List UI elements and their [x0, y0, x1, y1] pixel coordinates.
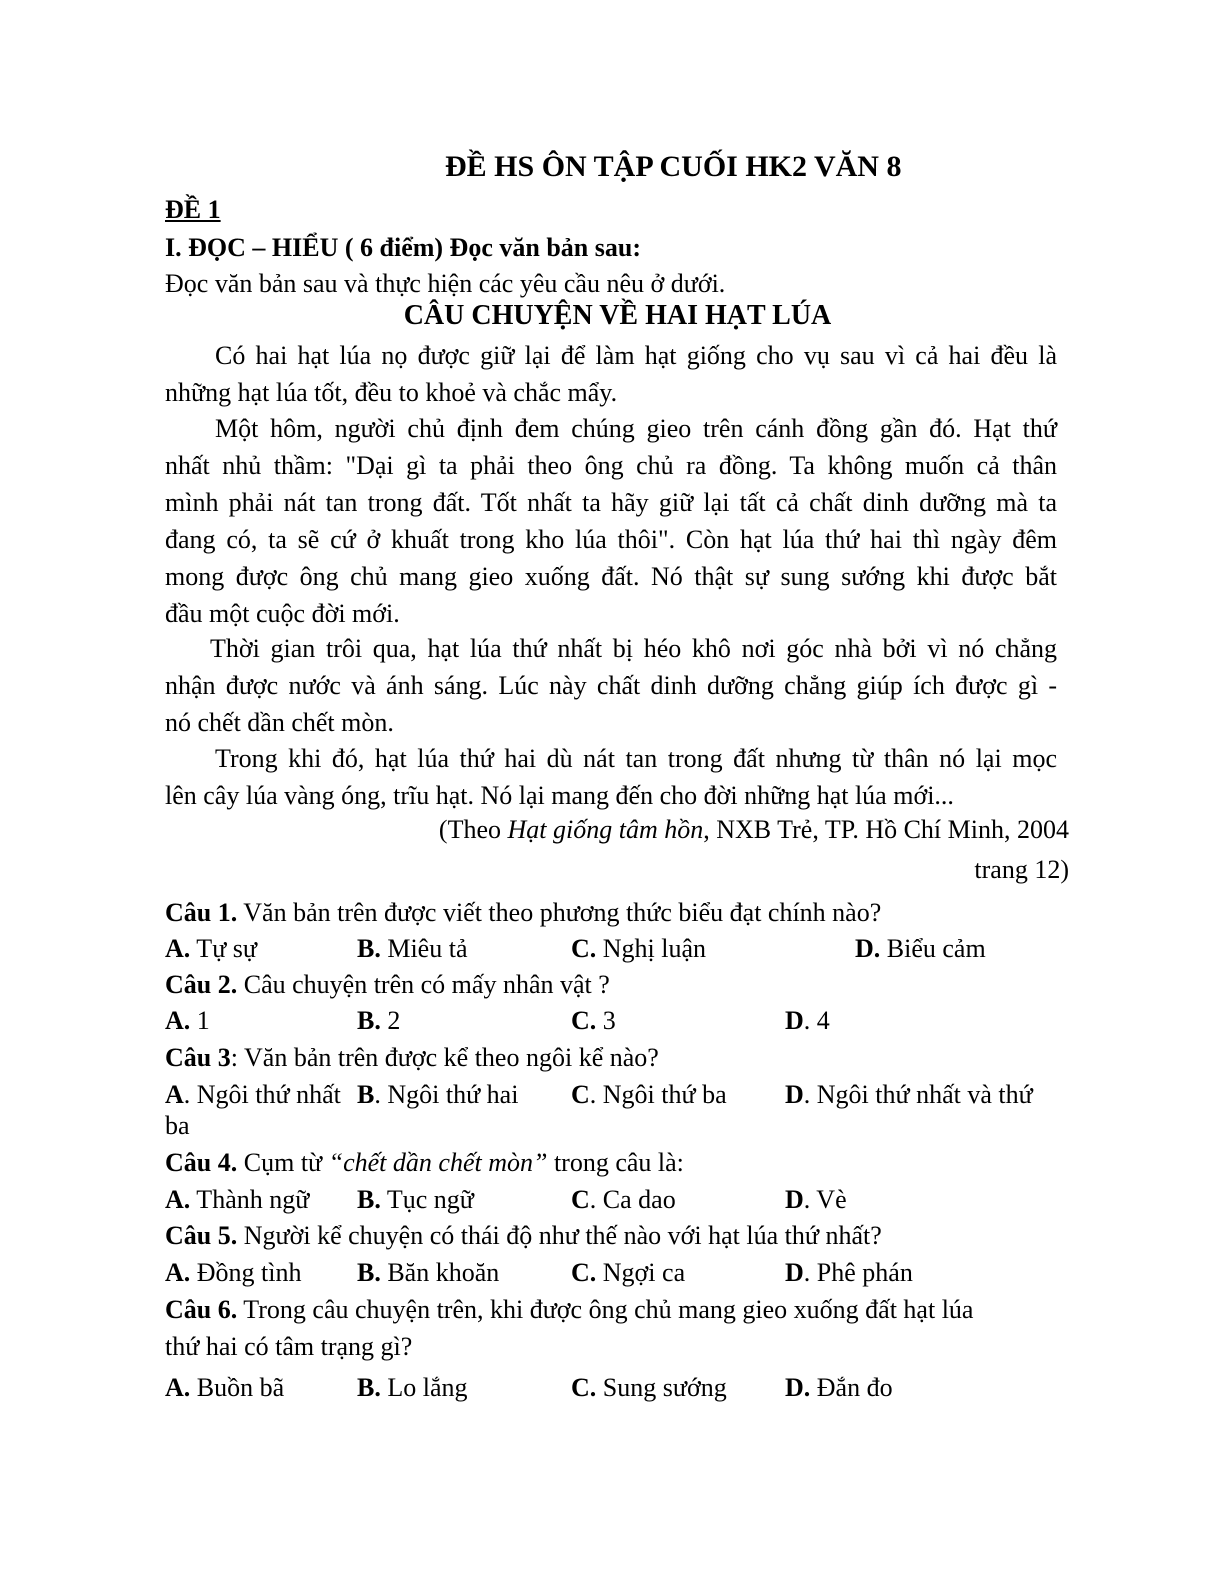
option-a: A. Ngôi thứ nhất — [165, 1080, 341, 1109]
source-book-title: Hạt giống tâm hồn — [507, 815, 704, 844]
question-text-end: trong câu là: — [547, 1148, 684, 1177]
question-5-options — [165, 1255, 1070, 1291]
question-label: Câu 6. — [165, 1295, 238, 1324]
source-citation — [439, 812, 1069, 848]
paragraph-line: nhận được nước và ánh sáng. Lúc này chất dinh dưỡng chẳng giúp ích được gì - — [165, 671, 1057, 700]
exam-label: ĐỀ 1 — [165, 195, 221, 224]
option-c: C. Nghị luận — [571, 934, 707, 963]
story-paragraph-3 — [165, 630, 1057, 741]
paragraph-line: mong được ông chủ mang gieo xuống đất. Nó thật sự sung sướng khi được bắt — [165, 562, 1057, 591]
question-1-options — [165, 931, 1070, 967]
option-a: A. Thành ngữ — [165, 1185, 310, 1214]
paragraph-line: Thời gian trôi qua, hạt lúa thứ nhất bị héo khô nơi góc nhà bởi vì nó chẳng — [210, 634, 1057, 663]
question-text: Trong câu chuyện trên, khi được ông chủ mang gieo xuống đất hạt lúa — [237, 1295, 974, 1324]
option-c: C. Ngợi ca — [571, 1258, 686, 1287]
question-6-options — [165, 1370, 1070, 1406]
question-label: Câu 2. — [165, 970, 238, 999]
question-5 — [165, 1218, 882, 1254]
section-heading: I. ĐỌC – HIỂU ( 6 điểm) Đọc văn bản sau: — [165, 233, 641, 262]
instruction: Đọc văn bản sau và thực hiện các yêu cầu nêu ở dưới. — [165, 269, 726, 298]
option-d: D. Vè — [785, 1185, 847, 1214]
option-d: D. Đắn đo — [785, 1373, 893, 1402]
document-title: ĐỀ HS ÔN TẬP CUỐI HK2 VĂN 8 — [445, 150, 902, 183]
question-4 — [165, 1145, 684, 1181]
paragraph-line: Có hai hạt lúa nọ được giữ lại để làm hạt giống cho vụ sau vì cả hai đều là — [215, 341, 1057, 370]
option-b: B. Tục ngữ — [357, 1185, 474, 1214]
question-text: : Văn bản trên được kể theo ngôi kể nào? — [230, 1043, 659, 1072]
option-a: A. Tự sự — [165, 934, 257, 963]
option-d-wrap: ba — [165, 1111, 190, 1140]
question-text: Câu chuyện trên có mấy nhân vật ? — [237, 970, 610, 999]
paragraph-line: lên cây lúa vàng óng, trĩu hạt. Nó lại mang đến cho đời những hạt lúa mới... — [165, 781, 954, 810]
question-2-options — [165, 1003, 1070, 1039]
option-a: A. Buồn bã — [165, 1373, 285, 1402]
option-c: C. Sung sướng — [571, 1373, 727, 1402]
question-text: Văn bản trên được viết theo phương thức biểu đạt chính nào? — [237, 898, 882, 927]
question-2 — [165, 967, 610, 1003]
question-label: Câu 5. — [165, 1221, 238, 1250]
source-publisher: , NXB Trẻ, TP. Hồ Chí Minh, 2004 — [703, 815, 1069, 844]
paragraph-line: mình phải nát tan trong đất. Tốt nhất ta hãy giữ lại tất cả chất dinh dưỡng mà ta — [165, 488, 1057, 517]
paragraph-line: nó chết dần chết mòn. — [165, 708, 394, 737]
question-label: Câu 4. — [165, 1148, 238, 1177]
option-d: D. 4 — [785, 1006, 830, 1035]
source-prefix: (Theo — [438, 815, 508, 844]
option-a: A. Đồng tình — [165, 1258, 302, 1287]
question-1 — [165, 895, 881, 931]
question-label: Câu 3 — [165, 1043, 231, 1072]
option-c: C. Ca dao — [571, 1185, 676, 1214]
option-d: D. Biểu cảm — [855, 934, 986, 963]
option-b: B. Ngôi thứ hai — [357, 1080, 519, 1109]
option-b: B. Lo lắng — [357, 1373, 468, 1402]
story-paragraph-1 — [165, 337, 1057, 411]
question-text: Người kể chuyện có thái độ như thế nào với hạt lúa thứ nhất? — [237, 1221, 882, 1250]
paragraph-line: Trong khi đó, hạt lúa thứ hai dù nát tan trong đất nhưng từ thân nó lại mọc — [215, 744, 1057, 773]
source-page: trang 12) — [974, 855, 1069, 884]
question-6-line-2: thứ hai có tâm trạng gì? — [165, 1332, 413, 1361]
option-c: C. 3 — [571, 1006, 616, 1035]
option-d: D. Ngôi thứ nhất và thứ — [785, 1080, 1033, 1109]
question-3 — [165, 1040, 659, 1076]
option-c: C. Ngôi thứ ba — [571, 1080, 727, 1109]
question-4-options — [165, 1182, 1070, 1218]
paragraph-line: Một hôm, người chủ định đem chúng gieo trên cánh đồng gần đó. Hạt thứ — [215, 414, 1057, 443]
paragraph-line: đang có, ta sẽ cứ ở khuất trong kho lúa thôi". Còn hạt lúa thứ hai thì ngày đêm — [165, 525, 1057, 554]
question-text: Cụm từ — [237, 1148, 329, 1177]
story-paragraph-2 — [165, 410, 1057, 632]
question-6 — [165, 1292, 973, 1328]
question-3-options — [165, 1077, 1070, 1113]
option-d: D. Phê phán — [785, 1258, 913, 1287]
story-paragraph-4 — [165, 740, 1057, 814]
story-title: CÂU CHUYỆN VỀ HAI HẠT LÚA — [403, 300, 832, 331]
paragraph-line: đầu một cuộc đời mới. — [165, 599, 400, 628]
option-b: B. Băn khoăn — [357, 1258, 500, 1287]
option-a: A. 1 — [165, 1006, 210, 1035]
question-label: Câu 1. — [165, 898, 238, 927]
quoted-phrase: “chết dần chết mòn” — [328, 1148, 548, 1177]
option-b: B. 2 — [357, 1006, 401, 1035]
paragraph-line: nhất nhủ thầm: "Dại gì ta phải theo ông chủ ra đồng. Ta không muốn cả thân — [165, 451, 1057, 480]
option-b: B. Miêu tả — [357, 934, 468, 963]
paragraph-line: những hạt lúa tốt, đều to khoẻ và chắc mẩy. — [165, 378, 618, 407]
